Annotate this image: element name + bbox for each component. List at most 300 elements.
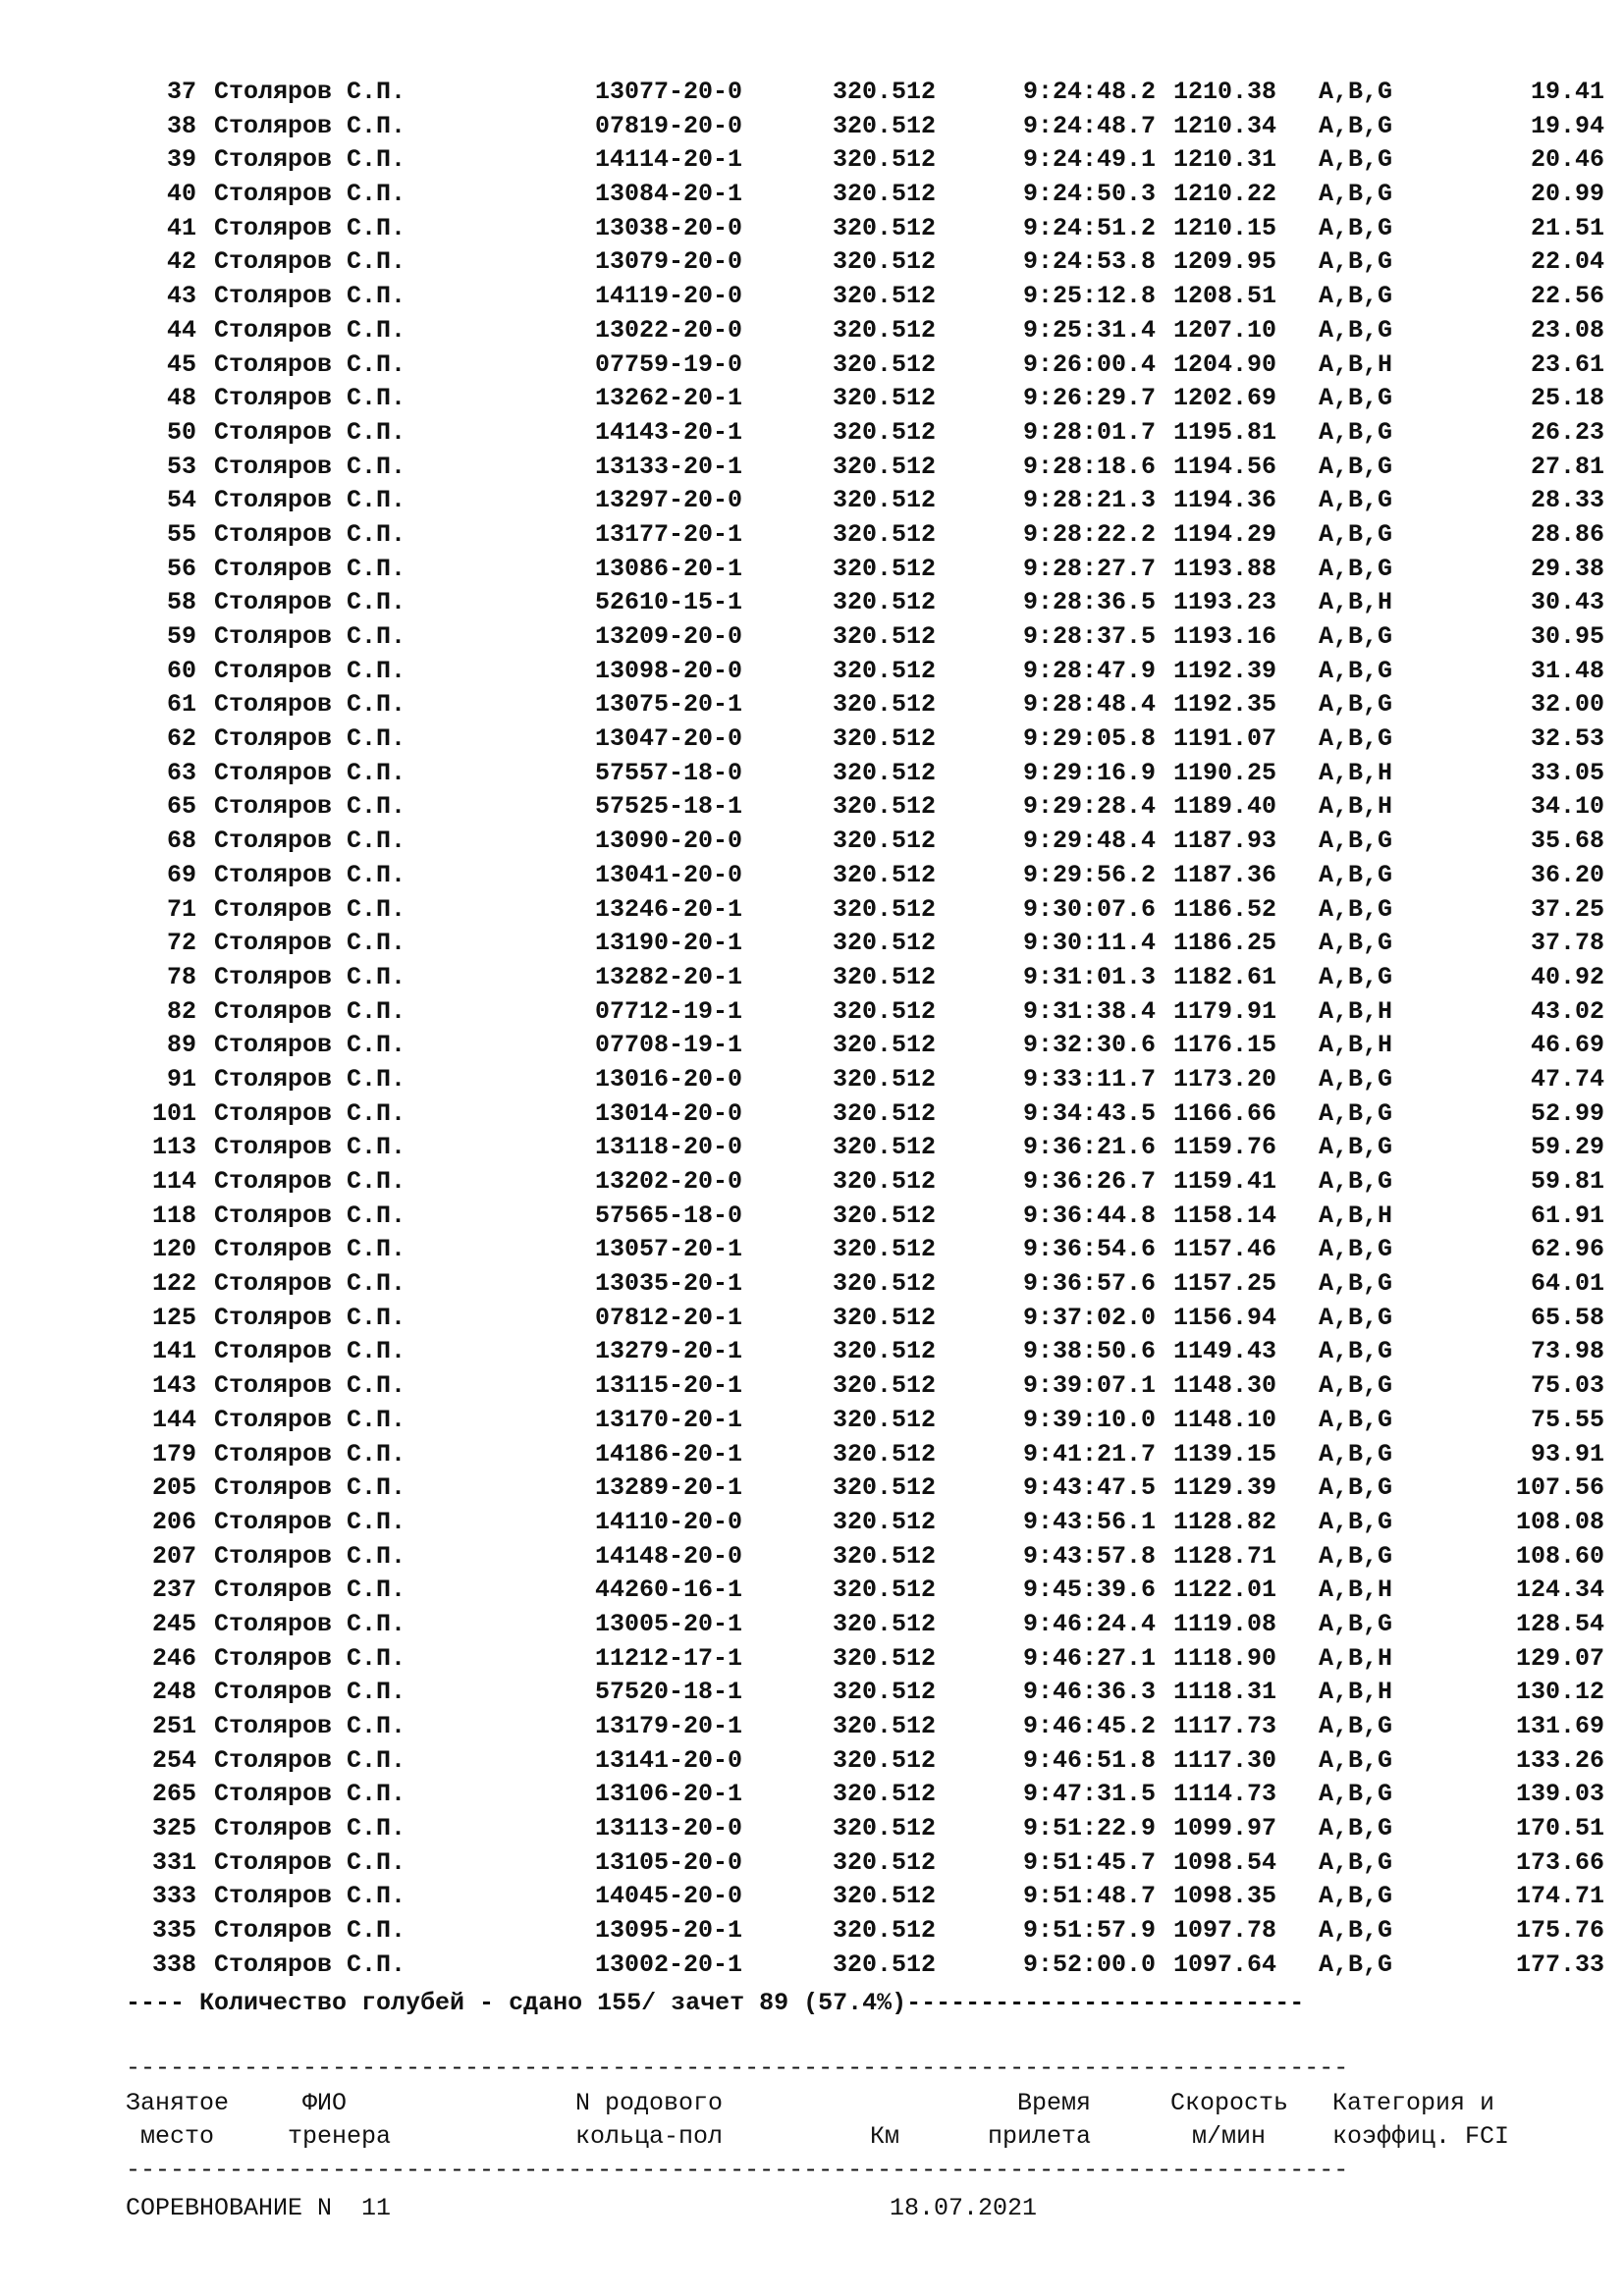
km-cell: 320.512 bbox=[833, 1643, 937, 1673]
table-row bbox=[126, 1643, 1604, 1679]
category-cell: A,B,G bbox=[1319, 860, 1393, 889]
category-cell: A,B,G bbox=[1319, 1609, 1393, 1638]
name-cell: Столяров С.П. bbox=[214, 349, 406, 379]
place-cell: 333 bbox=[151, 1882, 196, 1911]
name-cell: Столяров С.П. bbox=[214, 1303, 406, 1332]
name-cell: Столяров С.П. bbox=[214, 1609, 406, 1638]
time-cell: 9:33:11.7 bbox=[1022, 1064, 1156, 1094]
ring-cell: 13005-20-1 bbox=[595, 1609, 743, 1638]
km-cell: 320.512 bbox=[833, 1337, 937, 1366]
header-name-1: ФИО bbox=[302, 2089, 348, 2117]
km-cell: 320.512 bbox=[833, 1949, 937, 1979]
category-cell: A,B,G bbox=[1319, 315, 1393, 345]
km-cell: 320.512 bbox=[833, 996, 937, 1026]
table-row bbox=[126, 1269, 1604, 1304]
table-row bbox=[126, 1949, 1604, 1985]
ring-cell: 13098-20-0 bbox=[595, 656, 743, 685]
km-cell: 320.512 bbox=[833, 758, 937, 787]
table-row bbox=[126, 519, 1604, 555]
place-cell: 65 bbox=[166, 792, 196, 822]
time-cell: 9:30:07.6 bbox=[1022, 894, 1156, 924]
table-row bbox=[126, 452, 1604, 487]
ring-cell: 07712-19-1 bbox=[595, 996, 743, 1026]
table-row bbox=[126, 282, 1604, 316]
speed-cell: 1099.97 bbox=[1173, 1814, 1277, 1843]
place-cell: 245 bbox=[151, 1609, 196, 1638]
time-cell: 9:24:53.8 bbox=[1022, 247, 1156, 277]
ring-cell: 13202-20-0 bbox=[595, 1167, 743, 1196]
speed-cell: 1159.41 bbox=[1173, 1167, 1277, 1196]
speed-cell: 1148.10 bbox=[1173, 1405, 1277, 1434]
name-cell: Столяров С.П. bbox=[214, 417, 406, 447]
category-cell: A,B,G bbox=[1319, 1133, 1393, 1162]
ring-cell: 13118-20-0 bbox=[595, 1133, 743, 1162]
coefficient-cell: 170.51 bbox=[1515, 1814, 1604, 1843]
km-cell: 320.512 bbox=[833, 1031, 937, 1060]
speed-cell: 1186.52 bbox=[1173, 894, 1277, 924]
km-cell: 320.512 bbox=[833, 1201, 937, 1230]
name-cell: Столяров С.П. bbox=[214, 1167, 406, 1196]
coefficient-cell: 124.34 bbox=[1515, 1575, 1604, 1605]
coefficient-cell: 40.92 bbox=[1530, 962, 1604, 991]
category-cell: A,B,H bbox=[1319, 1643, 1393, 1673]
ring-cell: 57525-18-1 bbox=[595, 792, 743, 822]
coefficient-cell: 107.56 bbox=[1515, 1473, 1604, 1503]
place-cell: 101 bbox=[151, 1098, 196, 1128]
time-cell: 9:28:47.9 bbox=[1022, 656, 1156, 685]
ring-cell: 14045-20-0 bbox=[595, 1882, 743, 1911]
speed-cell: 1117.73 bbox=[1173, 1712, 1277, 1740]
time-cell: 9:28:37.5 bbox=[1022, 622, 1156, 651]
speed-cell: 1195.81 bbox=[1173, 417, 1277, 447]
time-cell: 9:29:28.4 bbox=[1022, 792, 1156, 822]
time-cell: 9:28:01.7 bbox=[1022, 417, 1156, 447]
ring-cell: 52610-15-1 bbox=[595, 588, 743, 617]
table-row bbox=[126, 145, 1604, 180]
category-cell: A,B,G bbox=[1319, 282, 1393, 311]
km-cell: 320.512 bbox=[833, 894, 937, 924]
table-row bbox=[126, 1371, 1604, 1406]
km-cell: 320.512 bbox=[833, 282, 937, 311]
km-cell: 320.512 bbox=[833, 860, 937, 889]
name-cell: Столяров С.П. bbox=[214, 1643, 406, 1673]
ring-cell: 07708-19-1 bbox=[595, 1031, 743, 1060]
time-cell: 9:46:45.2 bbox=[1022, 1712, 1156, 1740]
coefficient-cell: 59.29 bbox=[1530, 1133, 1604, 1162]
time-cell: 9:39:07.1 bbox=[1022, 1371, 1156, 1401]
time-cell: 9:46:24.4 bbox=[1022, 1609, 1156, 1638]
time-cell: 9:32:30.6 bbox=[1022, 1031, 1156, 1060]
coefficient-cell: 46.69 bbox=[1530, 1031, 1604, 1060]
place-cell: 41 bbox=[166, 213, 196, 242]
coefficient-cell: 37.78 bbox=[1530, 929, 1604, 958]
coefficient-cell: 27.81 bbox=[1530, 452, 1604, 481]
coefficient-cell: 173.66 bbox=[1515, 1847, 1604, 1877]
category-cell: A,B,H bbox=[1319, 1031, 1393, 1060]
category-cell: A,B,G bbox=[1319, 1167, 1393, 1196]
coefficient-cell: 25.18 bbox=[1530, 384, 1604, 413]
coefficient-cell: 26.23 bbox=[1530, 417, 1604, 447]
table-row bbox=[126, 860, 1604, 895]
category-cell: A,B,G bbox=[1319, 180, 1393, 209]
place-cell: 50 bbox=[166, 417, 196, 447]
time-cell: 9:29:05.8 bbox=[1022, 724, 1156, 754]
name-cell: Столяров С.П. bbox=[214, 486, 406, 515]
time-cell: 9:28:22.2 bbox=[1022, 519, 1156, 549]
ring-cell: 13022-20-0 bbox=[595, 315, 743, 345]
speed-cell: 1114.73 bbox=[1173, 1780, 1277, 1809]
place-cell: 38 bbox=[166, 111, 196, 140]
category-cell: A,B,G bbox=[1319, 1916, 1393, 1946]
speed-cell: 1189.40 bbox=[1173, 792, 1277, 822]
time-cell: 9:28:27.7 bbox=[1022, 554, 1156, 583]
table-row bbox=[126, 1916, 1604, 1950]
header-ring-2: кольца-пол bbox=[575, 2122, 724, 2151]
place-cell: 114 bbox=[151, 1167, 196, 1196]
speed-cell: 1210.34 bbox=[1173, 111, 1277, 140]
table-row bbox=[126, 758, 1604, 793]
speed-cell: 1176.15 bbox=[1173, 1031, 1277, 1060]
place-cell: 59 bbox=[166, 622, 196, 651]
time-cell: 9:45:39.6 bbox=[1022, 1575, 1156, 1605]
ring-cell: 13041-20-0 bbox=[595, 860, 743, 889]
ring-cell: 13179-20-1 bbox=[595, 1712, 743, 1740]
ring-cell: 13282-20-1 bbox=[595, 962, 743, 991]
time-cell: 9:25:12.8 bbox=[1022, 282, 1156, 311]
header-km: Км bbox=[870, 2122, 900, 2151]
ring-cell: 07819-20-0 bbox=[595, 111, 743, 140]
ring-cell: 13113-20-0 bbox=[595, 1814, 743, 1843]
place-cell: 179 bbox=[151, 1439, 196, 1468]
speed-cell: 1157.25 bbox=[1173, 1269, 1277, 1299]
km-cell: 320.512 bbox=[833, 247, 937, 277]
time-cell: 9:51:22.9 bbox=[1022, 1814, 1156, 1843]
km-cell: 320.512 bbox=[833, 1780, 937, 1809]
speed-cell: 1187.36 bbox=[1173, 860, 1277, 889]
speed-cell: 1166.66 bbox=[1173, 1098, 1277, 1128]
header-category-2: коэффиц. FCI bbox=[1332, 2122, 1510, 2151]
place-cell: 265 bbox=[151, 1780, 196, 1809]
coefficient-cell: 36.20 bbox=[1530, 860, 1604, 889]
coefficient-cell: 75.03 bbox=[1530, 1371, 1604, 1401]
category-cell: A,B,H bbox=[1319, 996, 1393, 1026]
km-cell: 320.512 bbox=[833, 1575, 937, 1605]
category-cell: A,B,G bbox=[1319, 1064, 1393, 1094]
time-cell: 9:52:00.0 bbox=[1022, 1949, 1156, 1979]
ring-cell: 14110-20-0 bbox=[595, 1507, 743, 1536]
km-cell: 320.512 bbox=[833, 1609, 937, 1638]
table-row bbox=[126, 1031, 1604, 1065]
speed-cell: 1194.29 bbox=[1173, 519, 1277, 549]
name-cell: Столяров С.П. bbox=[214, 1678, 406, 1707]
name-cell: Столяров С.П. bbox=[214, 1745, 406, 1775]
ring-cell: 13038-20-0 bbox=[595, 213, 743, 242]
category-cell: A,B,H bbox=[1319, 1575, 1393, 1605]
km-cell: 320.512 bbox=[833, 724, 937, 754]
table-row bbox=[126, 213, 1604, 248]
name-cell: Столяров С.П. bbox=[214, 996, 406, 1026]
time-cell: 9:26:00.4 bbox=[1022, 349, 1156, 379]
km-cell: 320.512 bbox=[833, 1235, 937, 1264]
km-cell: 320.512 bbox=[833, 213, 937, 242]
table-row bbox=[126, 588, 1604, 622]
speed-cell: 1179.91 bbox=[1173, 996, 1277, 1026]
table-row bbox=[126, 1678, 1604, 1712]
place-cell: 56 bbox=[166, 554, 196, 583]
category-cell: A,B,G bbox=[1319, 247, 1393, 277]
time-cell: 9:43:47.5 bbox=[1022, 1473, 1156, 1503]
km-cell: 320.512 bbox=[833, 1303, 937, 1332]
category-cell: A,B,H bbox=[1319, 349, 1393, 379]
table-row bbox=[126, 996, 1604, 1032]
km-cell: 320.512 bbox=[833, 1167, 937, 1196]
table-row bbox=[126, 656, 1604, 691]
table-row bbox=[126, 384, 1604, 418]
name-cell: Столяров С.П. bbox=[214, 690, 406, 720]
ring-cell: 13141-20-0 bbox=[595, 1745, 743, 1775]
name-cell: Столяров С.П. bbox=[214, 1439, 406, 1468]
table-row bbox=[126, 1133, 1604, 1167]
km-cell: 320.512 bbox=[833, 588, 937, 617]
name-cell: Столяров С.П. bbox=[214, 1507, 406, 1536]
ring-cell: 13289-20-1 bbox=[595, 1473, 743, 1503]
category-cell: A,B,G bbox=[1319, 1235, 1393, 1264]
speed-cell: 1158.14 bbox=[1173, 1201, 1277, 1230]
table-row bbox=[126, 1439, 1604, 1474]
ring-cell: 13077-20-0 bbox=[595, 78, 743, 106]
category-cell: A,B,G bbox=[1319, 690, 1393, 720]
coefficient-cell: 52.99 bbox=[1530, 1098, 1604, 1128]
speed-cell: 1097.78 bbox=[1173, 1916, 1277, 1946]
place-cell: 338 bbox=[151, 1949, 196, 1979]
place-cell: 144 bbox=[151, 1405, 196, 1434]
name-cell: Столяров С.П. bbox=[214, 1133, 406, 1162]
time-cell: 9:34:43.5 bbox=[1022, 1098, 1156, 1128]
km-cell: 320.512 bbox=[833, 1712, 937, 1740]
speed-cell: 1190.25 bbox=[1173, 758, 1277, 787]
coefficient-cell: 43.02 bbox=[1530, 996, 1604, 1026]
name-cell: Столяров С.П. bbox=[214, 622, 406, 651]
name-cell: Столяров С.П. bbox=[214, 1541, 406, 1571]
place-cell: 44 bbox=[166, 315, 196, 345]
time-cell: 9:46:51.8 bbox=[1022, 1745, 1156, 1775]
table-row bbox=[126, 315, 1604, 350]
ring-cell: 13106-20-1 bbox=[595, 1780, 743, 1809]
speed-cell: 1118.90 bbox=[1173, 1643, 1277, 1673]
place-cell: 63 bbox=[166, 758, 196, 787]
name-cell: Столяров С.П. bbox=[214, 1575, 406, 1605]
coefficient-cell: 177.33 bbox=[1515, 1949, 1604, 1979]
place-cell: 53 bbox=[166, 452, 196, 481]
category-cell: A,B,G bbox=[1319, 1405, 1393, 1434]
name-cell: Столяров С.П. bbox=[214, 929, 406, 958]
km-cell: 320.512 bbox=[833, 349, 937, 379]
km-cell: 320.512 bbox=[833, 111, 937, 140]
table-row bbox=[126, 690, 1604, 724]
table-row bbox=[126, 486, 1604, 520]
speed-cell: 1191.07 bbox=[1173, 724, 1277, 754]
category-cell: A,B,G bbox=[1319, 145, 1393, 175]
name-cell: Столяров С.П. bbox=[214, 1201, 406, 1230]
speed-cell: 1157.46 bbox=[1173, 1235, 1277, 1264]
speed-cell: 1193.88 bbox=[1173, 554, 1277, 583]
coefficient-cell: 139.03 bbox=[1515, 1780, 1604, 1809]
time-cell: 9:38:50.6 bbox=[1022, 1337, 1156, 1366]
category-cell: A,B,G bbox=[1319, 1473, 1393, 1503]
time-cell: 9:36:26.7 bbox=[1022, 1167, 1156, 1196]
ring-cell: 57557-18-0 bbox=[595, 758, 743, 787]
name-cell: Столяров С.П. bbox=[214, 145, 406, 175]
place-cell: 71 bbox=[166, 894, 196, 924]
ring-cell: 14119-20-0 bbox=[595, 282, 743, 311]
time-cell: 9:24:49.1 bbox=[1022, 145, 1156, 175]
speed-cell: 1187.93 bbox=[1173, 827, 1277, 856]
coefficient-cell: 23.08 bbox=[1530, 315, 1604, 345]
header-name-2: тренера bbox=[288, 2122, 392, 2151]
km-cell: 320.512 bbox=[833, 1098, 937, 1128]
place-cell: 125 bbox=[151, 1303, 196, 1332]
ring-cell: 13084-20-1 bbox=[595, 180, 743, 209]
place-cell: 58 bbox=[166, 588, 196, 617]
category-cell: A,B,H bbox=[1319, 758, 1393, 787]
category-cell: A,B,G bbox=[1319, 1780, 1393, 1809]
coefficient-cell: 35.68 bbox=[1530, 827, 1604, 856]
time-cell: 9:25:31.4 bbox=[1022, 315, 1156, 345]
name-cell: Столяров С.П. bbox=[214, 554, 406, 583]
category-cell: A,B,G bbox=[1319, 417, 1393, 447]
coefficient-cell: 19.41 bbox=[1530, 78, 1604, 106]
category-cell: A,B,G bbox=[1319, 78, 1393, 106]
coefficient-cell: 62.96 bbox=[1530, 1235, 1604, 1264]
time-cell: 9:43:56.1 bbox=[1022, 1507, 1156, 1536]
speed-cell: 1186.25 bbox=[1173, 929, 1277, 958]
coefficient-cell: 128.54 bbox=[1515, 1609, 1604, 1638]
table-row bbox=[126, 1814, 1604, 1848]
name-cell: Столяров С.П. bbox=[214, 1337, 406, 1366]
coefficient-cell: 129.07 bbox=[1515, 1643, 1604, 1673]
coefficient-cell: 93.91 bbox=[1530, 1439, 1604, 1468]
time-cell: 9:51:45.7 bbox=[1022, 1847, 1156, 1877]
name-cell: Столяров С.П. bbox=[214, 1064, 406, 1094]
speed-cell: 1192.39 bbox=[1173, 656, 1277, 685]
coefficient-cell: 65.58 bbox=[1530, 1303, 1604, 1332]
coefficient-cell: 73.98 bbox=[1530, 1337, 1604, 1366]
place-cell: 61 bbox=[166, 690, 196, 720]
place-cell: 335 bbox=[151, 1916, 196, 1946]
time-cell: 9:31:01.3 bbox=[1022, 962, 1156, 991]
time-cell: 9:43:57.8 bbox=[1022, 1541, 1156, 1571]
name-cell: Столяров С.П. bbox=[214, 758, 406, 787]
ring-cell: 13086-20-1 bbox=[595, 554, 743, 583]
table-row bbox=[126, 554, 1604, 589]
time-cell: 9:36:21.6 bbox=[1022, 1133, 1156, 1162]
speed-cell: 1194.56 bbox=[1173, 452, 1277, 481]
km-cell: 320.512 bbox=[833, 962, 937, 991]
coefficient-cell: 64.01 bbox=[1530, 1269, 1604, 1299]
coefficient-cell: 59.81 bbox=[1530, 1167, 1604, 1196]
time-cell: 9:37:02.0 bbox=[1022, 1303, 1156, 1332]
ring-cell: 13262-20-1 bbox=[595, 384, 743, 413]
speed-cell: 1194.36 bbox=[1173, 486, 1277, 515]
table-row bbox=[126, 622, 1604, 657]
place-cell: 45 bbox=[166, 349, 196, 379]
name-cell: Столяров С.П. bbox=[214, 1949, 406, 1979]
time-cell: 9:24:51.2 bbox=[1022, 213, 1156, 242]
coefficient-cell: 174.71 bbox=[1515, 1882, 1604, 1911]
ring-cell: 07759-19-0 bbox=[595, 349, 743, 379]
ring-cell: 13047-20-0 bbox=[595, 724, 743, 754]
time-cell: 9:28:18.6 bbox=[1022, 452, 1156, 481]
table-row bbox=[126, 1303, 1604, 1338]
ring-cell: 13090-20-0 bbox=[595, 827, 743, 856]
category-cell: A,B,G bbox=[1319, 554, 1393, 583]
coefficient-cell: 28.86 bbox=[1530, 519, 1604, 549]
name-cell: Столяров С.П. bbox=[214, 1405, 406, 1434]
name-cell: Столяров С.П. bbox=[214, 860, 406, 889]
time-cell: 9:28:36.5 bbox=[1022, 588, 1156, 617]
ring-cell: 14148-20-0 bbox=[595, 1541, 743, 1571]
place-cell: 331 bbox=[151, 1847, 196, 1877]
coefficient-cell: 131.69 bbox=[1515, 1712, 1604, 1740]
name-cell: Столяров С.П. bbox=[214, 1269, 406, 1299]
name-cell: Столяров С.П. bbox=[214, 588, 406, 617]
time-cell: 9:51:48.7 bbox=[1022, 1882, 1156, 1911]
table-row bbox=[126, 792, 1604, 827]
name-cell: Столяров С.П. bbox=[214, 1473, 406, 1503]
time-cell: 9:36:57.6 bbox=[1022, 1269, 1156, 1299]
km-cell: 320.512 bbox=[833, 1916, 937, 1946]
ring-cell: 13035-20-1 bbox=[595, 1269, 743, 1299]
speed-cell: 1210.22 bbox=[1173, 180, 1277, 209]
table-row bbox=[126, 1201, 1604, 1236]
km-cell: 320.512 bbox=[833, 827, 937, 856]
place-cell: 48 bbox=[166, 384, 196, 413]
table-row bbox=[126, 1575, 1604, 1610]
header-place-2: место bbox=[140, 2122, 215, 2151]
place-cell: 55 bbox=[166, 519, 196, 549]
coefficient-cell: 108.60 bbox=[1515, 1541, 1604, 1571]
time-cell: 9:28:48.4 bbox=[1022, 690, 1156, 720]
time-cell: 9:29:48.4 bbox=[1022, 827, 1156, 856]
table-row bbox=[126, 1167, 1604, 1201]
place-cell: 40 bbox=[166, 180, 196, 209]
category-cell: A,B,G bbox=[1319, 656, 1393, 685]
ring-cell: 14186-20-1 bbox=[595, 1439, 743, 1468]
table-row bbox=[126, 349, 1604, 385]
time-cell: 9:41:21.7 bbox=[1022, 1439, 1156, 1468]
time-cell: 9:26:29.7 bbox=[1022, 384, 1156, 413]
km-cell: 320.512 bbox=[833, 792, 937, 822]
ring-cell: 57565-18-0 bbox=[595, 1201, 743, 1230]
speed-cell: 1173.20 bbox=[1173, 1064, 1277, 1094]
time-cell: 9:36:44.8 bbox=[1022, 1201, 1156, 1230]
name-cell: Столяров С.П. bbox=[214, 792, 406, 822]
category-cell: A,B,G bbox=[1319, 894, 1393, 924]
name-cell: Столяров С.П. bbox=[214, 1814, 406, 1843]
place-cell: 113 bbox=[151, 1133, 196, 1162]
coefficient-cell: 32.00 bbox=[1530, 690, 1604, 720]
name-cell: Столяров С.П. bbox=[214, 315, 406, 345]
time-cell: 9:47:31.5 bbox=[1022, 1780, 1156, 1809]
table-row bbox=[126, 1098, 1604, 1134]
place-cell: 141 bbox=[151, 1337, 196, 1366]
coefficient-cell: 34.10 bbox=[1530, 792, 1604, 822]
km-cell: 320.512 bbox=[833, 1882, 937, 1911]
place-cell: 248 bbox=[151, 1678, 196, 1707]
coefficient-cell: 30.95 bbox=[1530, 622, 1604, 651]
table-row bbox=[126, 1541, 1604, 1576]
km-cell: 320.512 bbox=[833, 1269, 937, 1299]
